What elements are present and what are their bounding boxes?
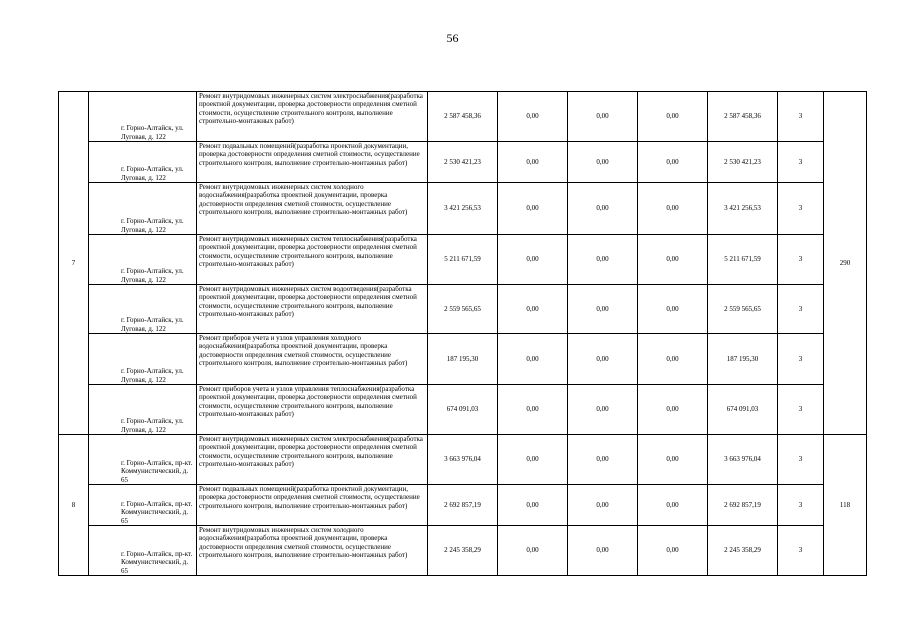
work-description-cell: Ремонт приборов учета и узлов управления холодного водоснабжения(разработка проектной документации, проверка достоверности определения сметной стоимости, осуществление строительного контроля, выполнение строительно-монтажных работ) (197, 334, 428, 385)
count-cell: 3 (778, 285, 824, 334)
amount-cell: 0,00 (568, 485, 638, 526)
table-row (59, 235, 867, 285)
address-cell: г. Горно-Алтайск, ул. Луговая, д. 122 (89, 142, 197, 183)
amount-cell: 0,00 (568, 92, 638, 142)
total-cost-cell: 674 091,03 (428, 385, 498, 435)
capital-repair-table (58, 91, 867, 576)
table-row (59, 92, 867, 142)
amount-cell: 0,00 (498, 235, 568, 285)
amount-cell: 0,00 (498, 92, 568, 142)
address-cell: г. Горно-Алтайск, пр-кт. Коммунистический, д. 65 (89, 435, 197, 485)
amount-cell: 0,00 (638, 285, 708, 334)
amount-cell: 0,00 (498, 334, 568, 385)
amount-cell: 0,00 (638, 235, 708, 285)
amount-cell: 2 530 421,23 (708, 142, 778, 183)
amount-cell: 0,00 (568, 235, 638, 285)
address-cell: г. Горно-Алтайск, ул. Луговая, д. 122 (89, 285, 197, 334)
work-description-cell: Ремонт внутридомовых инженерных систем теплоснабжения(разработка проектной документации, проверка достоверности определения сметной стоимости, осуществление строительного контроля, выполнение строительно-монтажных работ) (197, 235, 428, 285)
work-description-cell: Ремонт подвальных помещений(разработка проектной документации, проверка достоверности определения сметной стоимости, осуществление строительного контроля, выполнение строительно-монтажных работ) (197, 142, 428, 183)
count-cell: 3 (778, 183, 824, 235)
amount-cell: 5 211 671,59 (708, 235, 778, 285)
amount-cell: 0,00 (568, 142, 638, 183)
table-row (59, 526, 867, 576)
total-cost-cell: 2 587 458,36 (428, 92, 498, 142)
total-cost-cell: 187 195,30 (428, 334, 498, 385)
count-cell: 3 (778, 334, 824, 385)
count-cell: 3 (778, 485, 824, 526)
amount-cell: 2 587 458,36 (708, 92, 778, 142)
amount-cell: 2 692 857,19 (708, 485, 778, 526)
amount-cell: 0,00 (498, 435, 568, 485)
work-description-cell: Ремонт внутридомовых инженерных систем холодного водоснабжения(разработка проектной документации, проверка достоверности определения сметной стоимости, осуществление строительного контроля, выполнение строительно-монтажных работ) (197, 526, 428, 576)
amount-cell: 0,00 (568, 334, 638, 385)
amount-cell: 2 559 565,65 (708, 285, 778, 334)
amount-cell: 0,00 (498, 285, 568, 334)
work-description-cell: Ремонт приборов учета и узлов управления теплоснабжения(разработка проектной документации, проверка достоверности определения сметной стоимости, осуществление строительного контроля, выполнение строительно-монтажных работ) (197, 385, 428, 435)
address-cell: г. Горно-Алтайск, ул. Луговая, д. 122 (89, 183, 197, 235)
total-cost-cell: 2 692 857,19 (428, 485, 498, 526)
amount-cell: 187 195,30 (708, 334, 778, 385)
address-cell: г. Горно-Алтайск, пр-кт. Коммунистический, д. 65 (89, 485, 197, 526)
amount-cell: 0,00 (568, 285, 638, 334)
amount-cell: 0,00 (638, 526, 708, 576)
work-description-cell: Ремонт внутридомовых инженерных систем водоотведения(разработка проектной документации, проверка достоверности определения сметной стоимости, осуществление строительного контроля, выполнение строительно-монтажных работ) (197, 285, 428, 334)
amount-cell: 0,00 (568, 183, 638, 235)
amount-cell: 674 091,03 (708, 385, 778, 435)
table-row (59, 334, 867, 385)
total-cost-cell: 3 663 976,04 (428, 435, 498, 485)
count-cell: 3 (778, 435, 824, 485)
total-cost-cell: 2 530 421,23 (428, 142, 498, 183)
count-cell: 3 (778, 526, 824, 576)
work-description-cell: Ремонт внутридомовых инженерных систем электроснабжения(разработка проектной документации, проверка достоверности определения сметной стоимости, осуществление строительного контроля, выполнение строительно-монтажных работ) (197, 435, 428, 485)
amount-cell: 0,00 (568, 435, 638, 485)
address-cell: г. Горно-Алтайск, ул. Луговая, д. 122 (89, 334, 197, 385)
amount-cell: 0,00 (638, 334, 708, 385)
count-cell: 3 (778, 385, 824, 435)
work-description-cell: Ремонт внутридомовых инженерных систем холодного водоснабжения(разработка проектной документации, проверка достоверности определения сметной стоимости, осуществление строительного контроля, выполнение строительно-монтажных работ) (197, 183, 428, 235)
group-total-cell: 290 (824, 92, 867, 435)
amount-cell: 0,00 (638, 435, 708, 485)
table-row (59, 142, 867, 183)
amount-cell: 0,00 (498, 183, 568, 235)
table-row (59, 435, 867, 485)
group-total-cell: 118 (824, 435, 867, 576)
amount-cell: 0,00 (638, 92, 708, 142)
amount-cell: 0,00 (638, 142, 708, 183)
address-cell: г. Горно-Алтайск, пр-кт. Коммунистический, д. 65 (89, 526, 197, 576)
total-cost-cell: 2 245 358,29 (428, 526, 498, 576)
table-row (59, 385, 867, 435)
total-cost-cell: 2 559 565,65 (428, 285, 498, 334)
amount-cell: 0,00 (638, 385, 708, 435)
amount-cell: 0,00 (498, 385, 568, 435)
amount-cell: 3 421 256,53 (708, 183, 778, 235)
group-number-cell: 7 (59, 92, 89, 435)
amount-cell: 0,00 (498, 142, 568, 183)
count-cell: 3 (778, 142, 824, 183)
amount-cell: 0,00 (498, 526, 568, 576)
work-description-cell: Ремонт подвальных помещений(разработка проектной документации, проверка достоверности определения сметной стоимости, осуществление строительного контроля, выполнение строительно-монтажных работ) (197, 485, 428, 526)
total-cost-cell: 5 211 671,59 (428, 235, 498, 285)
page-number: 56 (446, 31, 459, 45)
group-number-cell: 8 (59, 435, 89, 576)
count-cell: 3 (778, 235, 824, 285)
table-row (59, 183, 867, 235)
address-cell: г. Горно-Алтайск, ул. Луговая, д. 122 (89, 235, 197, 285)
amount-cell: 2 245 358,29 (708, 526, 778, 576)
count-cell: 3 (778, 92, 824, 142)
address-cell: г. Горно-Алтайск, ул. Луговая, д. 122 (89, 385, 197, 435)
table-row (59, 285, 867, 334)
total-cost-cell: 3 421 256,53 (428, 183, 498, 235)
amount-cell: 3 663 976,04 (708, 435, 778, 485)
work-description-cell: Ремонт внутридомовых инженерных систем электроснабжения(разработка проектной документации, проверка достоверности определения сметной стоимости, осуществление строительного контроля, выполнение строительно-монтажных работ) (197, 92, 428, 142)
amount-cell: 0,00 (638, 183, 708, 235)
address-cell: г. Горно-Алтайск, ул. Луговая, д. 122 (89, 92, 197, 142)
amount-cell: 0,00 (568, 526, 638, 576)
amount-cell: 0,00 (498, 485, 568, 526)
table-row (59, 485, 867, 526)
amount-cell: 0,00 (638, 485, 708, 526)
amount-cell: 0,00 (568, 385, 638, 435)
